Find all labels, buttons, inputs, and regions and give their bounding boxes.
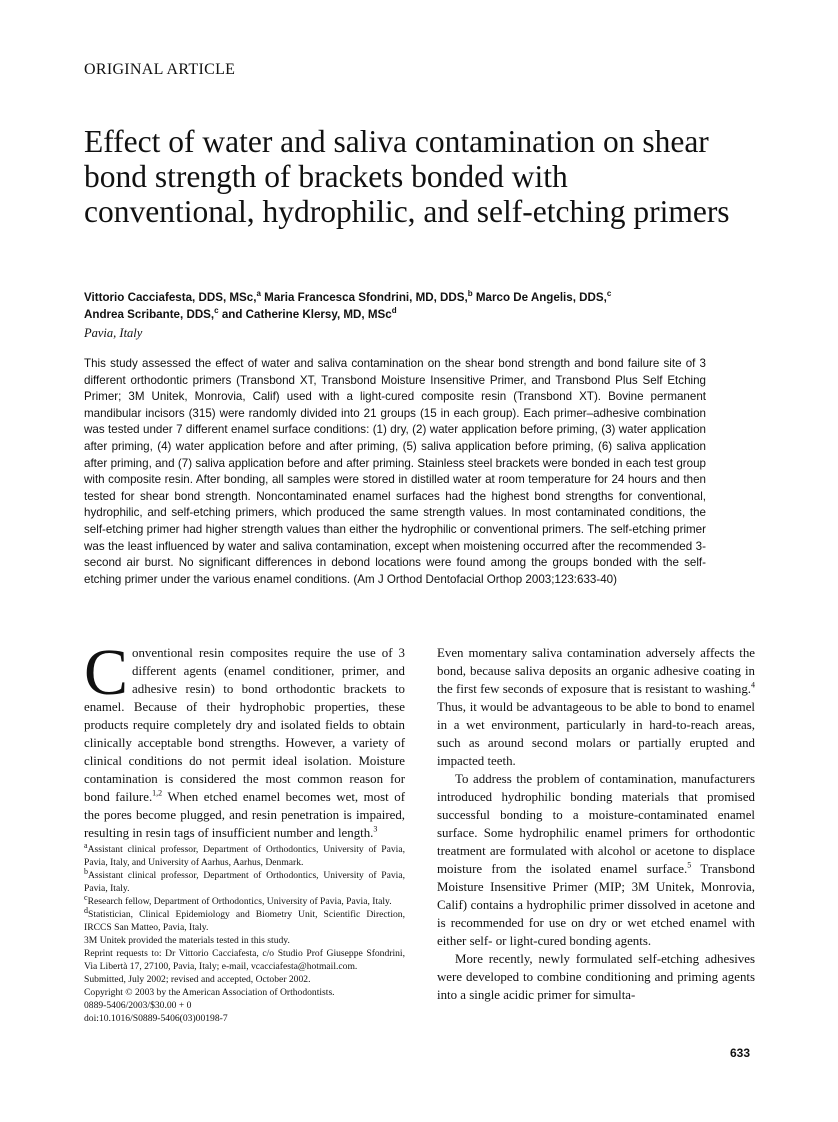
footnote: $^d$Statistician, Clinical Epidemiology and Biometry Unit, Scientific Direction, IRCCS San Matteo, Pavia, Italy. <box>84 905 405 933</box>
author-location: Pavia, Italy <box>84 326 143 340</box>
body-column-right <box>437 644 755 1004</box>
body-paragraph: To address the problem of contamination, manufacturers introduced hydrophilic bonding materials that promised successful bonding to a moisture-contaminated enamel surface. Some hydrophilic enamel primers for orthodontic treatment are formulated with alcohol or acetone to displace moisture from the isolated enamel surface.$^5$ Transbond Moisture Insensitive Primer (MIP; 3M Unitek, Monrovia, Calif) contains a hydrophilic primer dissolved in acetone and is recommended for use on dry or wet etched enamel with either self- or light-cured bonding agents. <box>437 772 755 948</box>
body-paragraph: Conventional resin composites require the use of 3 different agents (enamel conditioner, primer, and adhesive resin) to bond orthodontic brackets to enamel. Because of their hydrophobic properties, these products require completely dry and isolated fields to obtain clinically acceptable bond strengths. However, a variety of clinical conditions do not permit ideal isolation. Moisture contamination is considered the most common reason for bond failure.$^{1,2}$ When etched enamel becomes wet, most of the pores become plugged, and resin penetration is impaired, resulting in resin tags of insufficient number and length.$^3$ <box>84 636 405 840</box>
footnote: Reprint requests to: Dr Vittorio Cacciafesta, c/o Studio Prof Giuseppe Sfondrini, Via Libertà 17, 27100, Pavia, Italy; e-mail, vcacciafesta@hotmail.com. <box>84 948 405 972</box>
body-paragraph: More recently, newly formulated self-etching adhesives were developed to combine conditioning and priming agents into a single acidic primer for simulta- <box>437 952 755 1002</box>
affiliation-mark: a <box>256 289 261 299</box>
footnote: doi:10.1016/S0889-5406(03)00198-7 <box>84 1013 228 1024</box>
abstract: This study assessed the effect of water and saliva contamination on the shear bond strength and bond failure site of 3 different orthodontic primers (Transbond XT, Transbond Moisture Insensitive Primer, and Transbond Plus Self Etching Primer; 3M Unitek, Monrovia, Calif) used with a light-cured composite resin (Transbond XT). Bovine permanent mandibular incisors (315) were randomly divided into 21 groups (15 in each group). Each primer–adhesive combination was tested under 7 different enamel surface conditions: (1) dry, (2) water application before priming, (3) water application after priming, (4) water application before and after priming, (5) saliva application before priming, (6) saliva application after priming, and (7) saliva application before and after priming. Stainless steel brackets were bonded in each test group with composite resin. After bonding, all samples were stored in distilled water at room temperature for 24 hours and then tested for shear bond strength. Noncontaminated enamel surfaces had the highest bond strengths for conventional, hydrophilic, and self-etching primers, which produced the same strength values. In most contaminated conditions, the self-etching primer had higher strength values than either the hydrophilic or conventional primers. The self-etching primer was the least influenced by water and saliva contamination, except when moistening occurred after the recommended 3-second air burst. No significant differences in debond locations were found among the groups bonded with the self-etching primer under the various enamel conditions. (Am J Orthod Dentofacial Orthop 2003;123:633-40) <box>84 357 706 586</box>
affiliation-mark: c <box>606 289 612 299</box>
footnote: Copyright © 2003 by the American Association of Orthodontists. <box>84 987 335 998</box>
citation: 4 <box>751 680 755 690</box>
affiliation-mark: c <box>214 306 219 316</box>
footnote: 0889-5406/2003/$30.00 + 0 <box>84 1000 192 1011</box>
author: Vittorio Cacciafesta, DDS, MSc, <box>84 291 257 304</box>
author: Maria Francesca Sfondrini, MD, DDS, <box>264 291 468 304</box>
citation: 5 <box>687 860 692 870</box>
page-number: 633 <box>730 1046 751 1060</box>
drop-cap: C <box>84 636 129 709</box>
body-paragraph: Even momentary saliva contamination adversely affects the bond, because saliva deposits an organic adhesive coating in the first few seconds of exposure that is resistant to washing.$^4$ Thus, it would be advantageous to be able to bond to enamel in a wet environment, particularly in hard-to-reach areas, such as around second molars or partially erupted and impacted teeth. <box>437 646 755 768</box>
author: Marco De Angelis, DDS, <box>475 291 607 304</box>
author-list <box>84 289 724 323</box>
author: Andrea Scribante, DDS, <box>84 308 215 321</box>
body-column-left <box>84 636 405 842</box>
footnote: $^c$Research fellow, Department of Orthodontics, University of Pavia, Pavia, Italy. <box>84 892 392 907</box>
affiliation-mark: d <box>391 306 397 316</box>
affiliation-mark: b <box>467 289 473 299</box>
citation: 3 <box>373 824 378 834</box>
author: and Catherine Klersy, MD, MSc <box>221 308 392 321</box>
footnote: Submitted, July 2002; revised and accepted, October 2002. <box>84 974 311 985</box>
footnote: $^b$Assistant clinical professor, Department of Orthodontics, University of Pavia, Pavia, Italy. <box>84 866 405 894</box>
footnote: 3M Unitek provided the materials tested in this study. <box>84 935 290 946</box>
article-title: Effect of water and saliva contamination on shear bond strength of brackets bonded with conventional, hydrophilic, and self-etching primers <box>84 124 730 229</box>
footnotes <box>84 840 405 1025</box>
footnote: $^a$Assistant clinical professor, Department of Orthodontics, University of Pavia, Pavia, Italy, and University of Aarhus, Aarhus, Denmark. <box>84 840 405 868</box>
section-label: ORIGINAL ARTICLE <box>84 61 236 78</box>
citation: 1,2 <box>152 788 163 798</box>
